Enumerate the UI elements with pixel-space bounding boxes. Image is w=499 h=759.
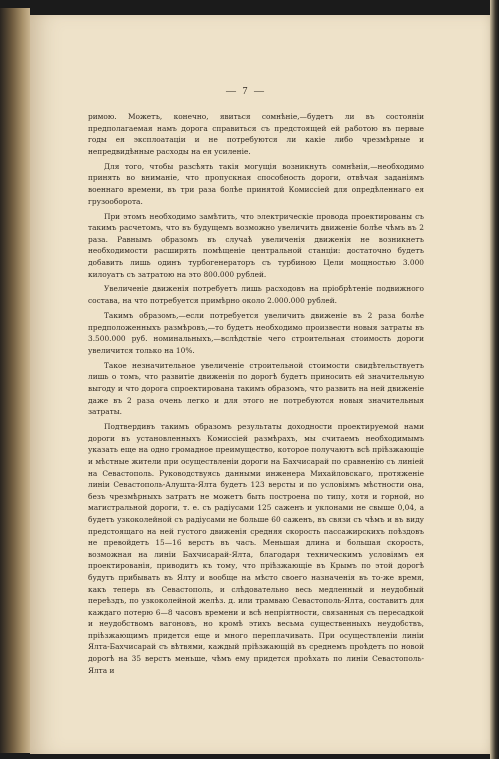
page-right-edge <box>490 0 499 759</box>
paragraph: Такимъ образомъ,—если потребуется увеличить движеніе въ 2 раза болѣе предположенныхъ размѣровъ,—то будетъ необходимо произвести новыя затраты въ 3.500.000 руб. номинальныхъ,—вслѣдствіе чего строительная стоимость дороги увеличится только на 10%. <box>88 311 424 355</box>
body-text <box>88 111 424 680</box>
paragraph: При этомъ необходимо замѣтить, что электрическіе провода проектированы съ такимъ расчетомъ, что въ будущемъ возможно увеличить движеніе болѣе чѣмъ въ 2 раза. Равнымъ образомъ въ случаѣ увеличенія движенія не возникнетъ необходимости расширять помѣщеніе центральной станціи: достаточно будетъ добавить лишь одинъ турбогенераторъ съ турбиною Цели мощностью 3.000 килоуатъ съ затратою на это 800.000 рублей. <box>88 211 424 279</box>
page-number: — 7 — <box>226 86 266 97</box>
paragraph: Такое незначительное увеличеніе строительной стоимости свидѣтельствуетъ лишь о томъ, что развитіе движенія по дорогѣ будетъ приносить ей значительную выгоду и что дорога спроектирована такимъ образомъ, что развить на ней движеніе даже въ 2 раза очень легко и для этого не потребуются новыя значительныя затраты. <box>88 360 424 417</box>
binding-edge <box>0 8 30 753</box>
paragraph: Для того, чтобы разсѣять такія могущія возникнуть сомнѣнія,—необходимо принять во вниманіе, что пропускная способность дороги, отвѣчая заданіямъ военнаго времени, въ три раза болѣе принятой Комиссіей для опредѣленнаго ея грузооборота. <box>88 161 424 206</box>
paragraph: Увеличеніе движенія потребуетъ лишь расходовъ на пріобрѣтеніе подвижного состава, на что потребуется примѣрно около 2.000.000 рублей. <box>88 284 424 306</box>
paragraph: римою. Можетъ, конечно, явиться сомнѣніе,—будетъ ли въ состояніи предполагаемая намъ дорога справиться съ предстоящей ей работою въ первые годы ея эксплоатаціи и не потребуются ли какіе либо чрезмѣрные и непредвидѣнные расходы на ея усиленіе. <box>88 112 424 156</box>
paragraph: Подтвердивъ такимъ образомъ результаты доходности проектируемой нами дороги въ установленныхъ Комиссіей размѣрахъ, мы считаемъ необходимымъ указать еще на одно громадное преимущество, которое получаютъ всѣ пріѣзжающіе и мѣстные жители при осуществленіи дороги на Бахчисарай по сравненію съ линіей на Севастополь. Руководствуясь данными инженера Михайловскаго, протяженіе линіи Севастополь-Алушта-Ялта будетъ 123 версты и по условіямъ мѣстности она, безъ чрезмѣрныхъ затратъ не можетъ быть построена по типу, хотя и горной, но магистральной дороги, т. е. съ радіусами 125 саженъ и уклонами не свыше 0,04, а будетъ узкоколейной съ радіусами не больше 60 саженъ, въ связи съ чѣмъ и въ виду предстоящаго на ней густого движенія средняя скорость пассажирскихъ поѣздовъ не превойдетъ 15—16 верстъ въ часъ. Меньшая длина и большая скорость, возможная на линіи Бахчисарай-Ялта, благодаря техническимъ условіямъ ея проектированія, приводитъ къ тому, что пріѣзжающіе въ Крымъ по этой дорогѣ будутъ прибывать въ Ялту и вообще на мѣсто своего назначенія въ то-же время, какъ теперь въ Севастополь, и слѣдовательно весь медленный и неудобный переѣздъ, по узкоколейной желѣз. д. или трамваю Севастополь-Ялта, составитъ для каждаго потерю 6—8 часовъ времени и всѣ непріятности, связанныя съ пересадкой и неудобствомъ вагоновъ, но кромѣ этихъ весьма существенныхъ неудобствъ, пріѣзжающимъ придется еще и много переплачивать. При осуществленіи линіи Ялта-Бахчисарай съ вѣтвями, каждый пріѣзжающій въ среднемъ проѣдетъ по новой дорогѣ на 35 верстъ меньше, чѣмъ ему придется проѣхать по линіи Севастополь-Ялта и <box>88 422 424 675</box>
document-page <box>30 15 492 754</box>
